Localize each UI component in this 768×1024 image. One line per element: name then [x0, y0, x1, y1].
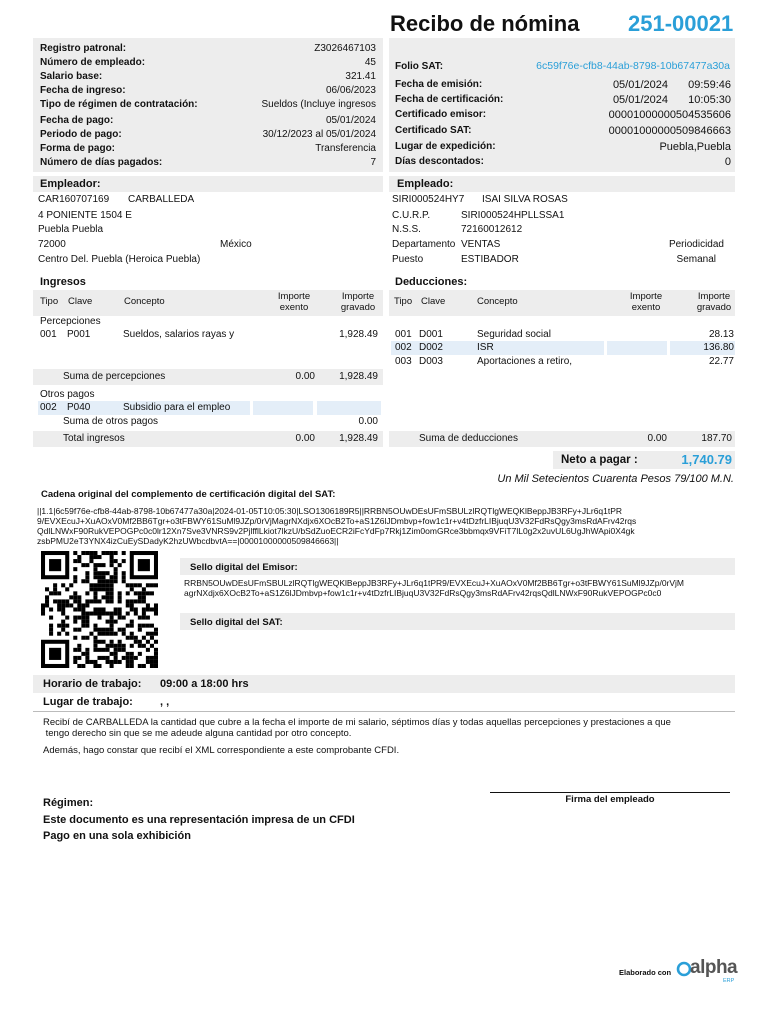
- left-info-label: Número de empleado:: [40, 57, 146, 68]
- deduccion-gravado: 28.13: [708, 329, 734, 340]
- alpha-logo-text: alpha: [690, 957, 738, 978]
- total-ingresos-exento: 0.00: [295, 433, 315, 444]
- empleado-depto-label: Departamento: [392, 239, 456, 250]
- empleado-curp: SIRI000524HPLLSSA1: [461, 210, 565, 221]
- lugar-expedicion-label: Lugar de expedición:: [395, 141, 496, 152]
- left-info-value: 7: [370, 157, 376, 168]
- suma-deducciones-label: Suma de deducciones: [419, 433, 518, 444]
- sello-sat-title: Sello digital del SAT:: [190, 617, 283, 628]
- total-ingresos-label: Total ingresos: [63, 433, 125, 444]
- left-info-value: 45: [364, 57, 376, 68]
- deduccion-gravado: 22.77: [708, 356, 734, 367]
- otros-pagos-row-band-2: [253, 401, 313, 415]
- left-info-label: Fecha de pago:: [40, 115, 114, 126]
- empleado-title: Empleado:: [397, 178, 454, 190]
- empleado-rfc: SIRI000524HY7: [392, 194, 465, 205]
- dias-descontados-label: Días descontados:: [395, 156, 484, 167]
- horario-label: Horario de trabajo:: [43, 678, 142, 690]
- declaracion-line-1: Recibí de CARBALLEDA la cantidad que cubre a la fecha el importe de mi salario, séptimos días y todas aquellas percepciones y prestaciones a que: [43, 717, 671, 728]
- perc-clave: P001: [67, 329, 91, 340]
- left-info-label: Forma de pago:: [40, 143, 116, 154]
- perc-concepto: Sueldos, salarios rayas y: [123, 329, 235, 340]
- empleado-nss-label: N.S.S.: [392, 224, 421, 235]
- left-info-label: Tipo de régimen de contratación:: [40, 99, 198, 110]
- empleado-name: ISAI SILVA ROSAS: [482, 194, 568, 205]
- deducciones-col-tipo: Tipo: [394, 296, 413, 307]
- cadena-line-2: 9/EVXEcuJ+XuAOxV0Mf2BB6Tgr+o3tFBWY61SuMl9JZp/0rVjMagrNXdjx6XOcB2To+aS1Z6lJDmbvp+fow1c1r+v4tDzfrLIBjuqU3V32FdRsQgy3msRdAFrv42rqs: [37, 516, 637, 526]
- horario-value: 09:00 a 18:00 hrs: [160, 678, 249, 690]
- otros-clave: P040: [67, 402, 91, 413]
- otros-pagos-label: Otros pagos: [40, 389, 95, 400]
- firma-label: Firma del empleado: [565, 794, 655, 805]
- sello-emisor-line-1: RRBN5OUwDEsUFmSBULzlRQTlgWEQKlBeppJB3RFy+JLr6q1tPR9/EVXEcuJ+XuAOxV0Mf2BB6Tgr+o3tFBWY61SuMl9JZp/0rVjM: [184, 578, 685, 588]
- left-info-label: Registro patronal:: [40, 43, 127, 54]
- document-title: Recibo de nómina: [390, 11, 580, 36]
- neto-letra: Un Mil Setecientos Cuarenta Pesos 79/100 M.N.: [497, 473, 734, 485]
- lugar-trabajo-label: Lugar de trabajo:: [43, 696, 133, 708]
- empleado-depto: VENTAS: [461, 239, 501, 250]
- otros-pagos-row-band-3: [317, 401, 381, 415]
- fecha-cert-label: Fecha de certificación:: [395, 94, 504, 105]
- deduccion-tipo: 003: [395, 356, 412, 367]
- neto-label: Neto a pagar :: [561, 454, 638, 466]
- alpha-logo-sub: ERP: [723, 978, 735, 984]
- suma-percepciones-gravado: 1,928.49: [339, 371, 378, 382]
- deducciones-col-concepto: Concepto: [477, 296, 518, 307]
- ingresos-col-tipo: Tipo: [40, 296, 59, 307]
- cadena-line-3: QdlLNWxF90RukVEPOGPc0c0lr12Xn7Sve3VNRS9v2PjlfflLkiot7lkzU/bSdZuoECR2iFcYdFp7Rkj1Zim0omGRce3bbmqx9VFiT7lL0g2x2uvUL6UgJhWApi0X4gk: [37, 526, 635, 536]
- left-info-label: Número de días pagados:: [40, 157, 163, 168]
- empleador-city: Puebla Puebla: [38, 224, 104, 235]
- fecha-emision-date: 05/01/2024: [612, 79, 668, 91]
- cert-sat-label: Certificado SAT:: [395, 125, 472, 136]
- left-info-value: Z3026467103: [314, 43, 376, 54]
- deducciones-col-gravado-2: gravado: [696, 302, 732, 313]
- fecha-cert-time: 10:05:30: [688, 94, 731, 106]
- nota-pago: Pago en una sola exhibición: [43, 830, 191, 842]
- deducciones-col-clave: Clave: [421, 296, 446, 307]
- sello-emisor-title: Sello digital del Emisor:: [190, 562, 298, 573]
- empleador-address: 4 PONIENTE 1504 E: [38, 210, 132, 221]
- suma-deducciones-exento: 0.00: [647, 433, 667, 444]
- regimen-label: Régimen:: [43, 797, 94, 809]
- deduccion-concepto: Aportaciones a retiro,: [477, 356, 573, 367]
- cert-sat-value: 00001000000509846663: [608, 125, 731, 137]
- dias-descontados-value: 0: [724, 156, 731, 168]
- empleador-colonia: Centro Del. Puebla (Heroica Puebla): [38, 254, 201, 265]
- perc-gravado: 1,928.49: [339, 329, 378, 340]
- empleado-periodicidad: Semanal: [676, 254, 716, 265]
- alpha-logo: [676, 956, 736, 986]
- deducciones-col-exento-2: exento: [631, 302, 661, 313]
- empleador-zip: 72000: [38, 239, 66, 250]
- total-ingresos-gravado: 1,928.49: [339, 433, 378, 444]
- left-info-value: Transferencia: [315, 143, 376, 154]
- folio-value: 6c59f76e-cfb8-44ab-8798-10b67477a30a: [536, 60, 730, 72]
- fecha-cert-date: 05/01/2024: [612, 94, 668, 106]
- left-info-value: 30/12/2023 al 05/01/2024: [262, 129, 376, 140]
- cadena-line-4: zsbPMU2eT3YNX4izCuEySDadyK2hzUWbcdbvtA==|00001000000509846663||: [37, 536, 339, 546]
- ingresos-col-clave: Clave: [68, 296, 93, 307]
- left-info-label: Fecha de ingreso:: [40, 85, 126, 96]
- declaracion-line-2: tengo derecho sin que se me adeude alguna cantidad por otro concepto.: [43, 728, 352, 739]
- neto-value: 1,740.79: [681, 452, 732, 467]
- empleado-curp-label: C.U.R.P.: [392, 210, 431, 221]
- lugar-divider: [33, 711, 735, 712]
- suma-percepciones-exento: 0.00: [295, 371, 315, 382]
- deduccion-gravado: 136.80: [703, 342, 734, 353]
- otros-concepto: Subsidio para el empleo: [123, 402, 231, 413]
- ingresos-col-exento-1: Importe: [277, 291, 311, 302]
- deduccion-clave: D001: [419, 329, 443, 340]
- ingresos-col-concepto: Concepto: [124, 296, 165, 307]
- deduccion-tipo: 002: [395, 342, 412, 353]
- folio-label: Folio SAT:: [395, 61, 444, 72]
- left-info-value: 05/01/2024: [325, 115, 376, 126]
- deduccion-clave: D002: [419, 342, 443, 353]
- cadena-title: Cadena original del complemento de certificación digital del SAT:: [41, 489, 336, 500]
- cert-emisor-label: Certificado emisor:: [395, 109, 487, 120]
- lugar-expedicion-value: Puebla,Puebla: [659, 141, 731, 153]
- empleado-puesto: ESTIBADOR: [461, 254, 519, 265]
- deduccion-clave: D003: [419, 356, 443, 367]
- deduccion-concepto: ISR: [477, 342, 494, 353]
- left-info-label: Periodo de pago:: [40, 129, 122, 140]
- empleador-rfc: CAR160707169: [38, 194, 110, 205]
- firma-line: [490, 792, 730, 793]
- elaborado-label: Elaborado con: [619, 968, 672, 977]
- empleado-periodicidad-label: Periodicidad: [668, 239, 724, 250]
- empleado-puesto-label: Puesto: [392, 254, 424, 265]
- lugar-trabajo-value: , ,: [160, 696, 170, 708]
- left-info-label: Salario base:: [40, 71, 103, 82]
- left-info-value: Sueldos (Incluye ingresos: [261, 99, 376, 110]
- empleador-country: México: [220, 239, 252, 250]
- empleador-title: Empleador:: [40, 178, 101, 190]
- suma-otros-label: Suma de otros pagos: [63, 416, 159, 427]
- ingresos-col-exento-2: exento: [279, 302, 309, 313]
- deducciones-col-exento-1: Importe: [629, 291, 663, 302]
- fecha-emision-label: Fecha de emisión:: [395, 79, 483, 90]
- left-info-value: 321.41: [345, 71, 376, 82]
- sello-emisor-line-2: agrNXdjx6XOcB2To+aS1Z6lJDmbvp+fow1c1r+v4tDzfrLIBjuqU3V32FdRsQgy3msRdAFrv42rqsQdlLNWxF90RukVEPOGPc0c0: [184, 588, 662, 598]
- suma-deducciones-gravado: 187.70: [701, 433, 732, 444]
- ingresos-col-gravado-2: gravado: [340, 302, 376, 313]
- suma-otros-value: 0.00: [358, 416, 378, 427]
- empleado-nss: 72160012612: [461, 224, 523, 235]
- ingresos-title: Ingresos: [40, 276, 86, 288]
- percepciones-label: Percepciones: [40, 316, 101, 327]
- deduccion-tipo: 001: [395, 329, 412, 340]
- fecha-emision-time: 09:59:46: [688, 79, 731, 91]
- document-number: 251-00021: [628, 11, 734, 36]
- deduccion-concepto: Seguridad social: [477, 329, 551, 340]
- left-info-value: 06/06/2023: [325, 85, 376, 96]
- perc-tipo: 001: [40, 329, 57, 340]
- cadena-line-1: ||1.1|6c59f76e-cfb8-44ab-8798-10b67477a30a|2024-01-05T10:05:30|LSO1306189R5||RRBN5OUwDEsUFmSBULzlRQTlgWEQKlBeppJB3RFy+JLr6q1tPR: [37, 506, 623, 516]
- declaracion-line-3: Además, hago constar que recibí el XML correspondiente a este comprobante CFDI.: [43, 745, 400, 756]
- qr-code-image: [41, 551, 158, 668]
- nota-cfdi: Este documento es una representación impresa de un CFDI: [43, 814, 355, 826]
- deducciones-title: Deducciones:: [395, 276, 468, 288]
- otros-tipo: 002: [40, 402, 57, 413]
- empleador-name: CARBALLEDA: [128, 194, 195, 205]
- suma-percepciones-label: Suma de percepciones: [63, 371, 166, 382]
- cert-emisor-value: 00001000000504535606: [608, 109, 731, 121]
- ingresos-col-gravado-1: Importe: [341, 291, 375, 302]
- deducciones-col-gravado-1: Importe: [697, 291, 731, 302]
